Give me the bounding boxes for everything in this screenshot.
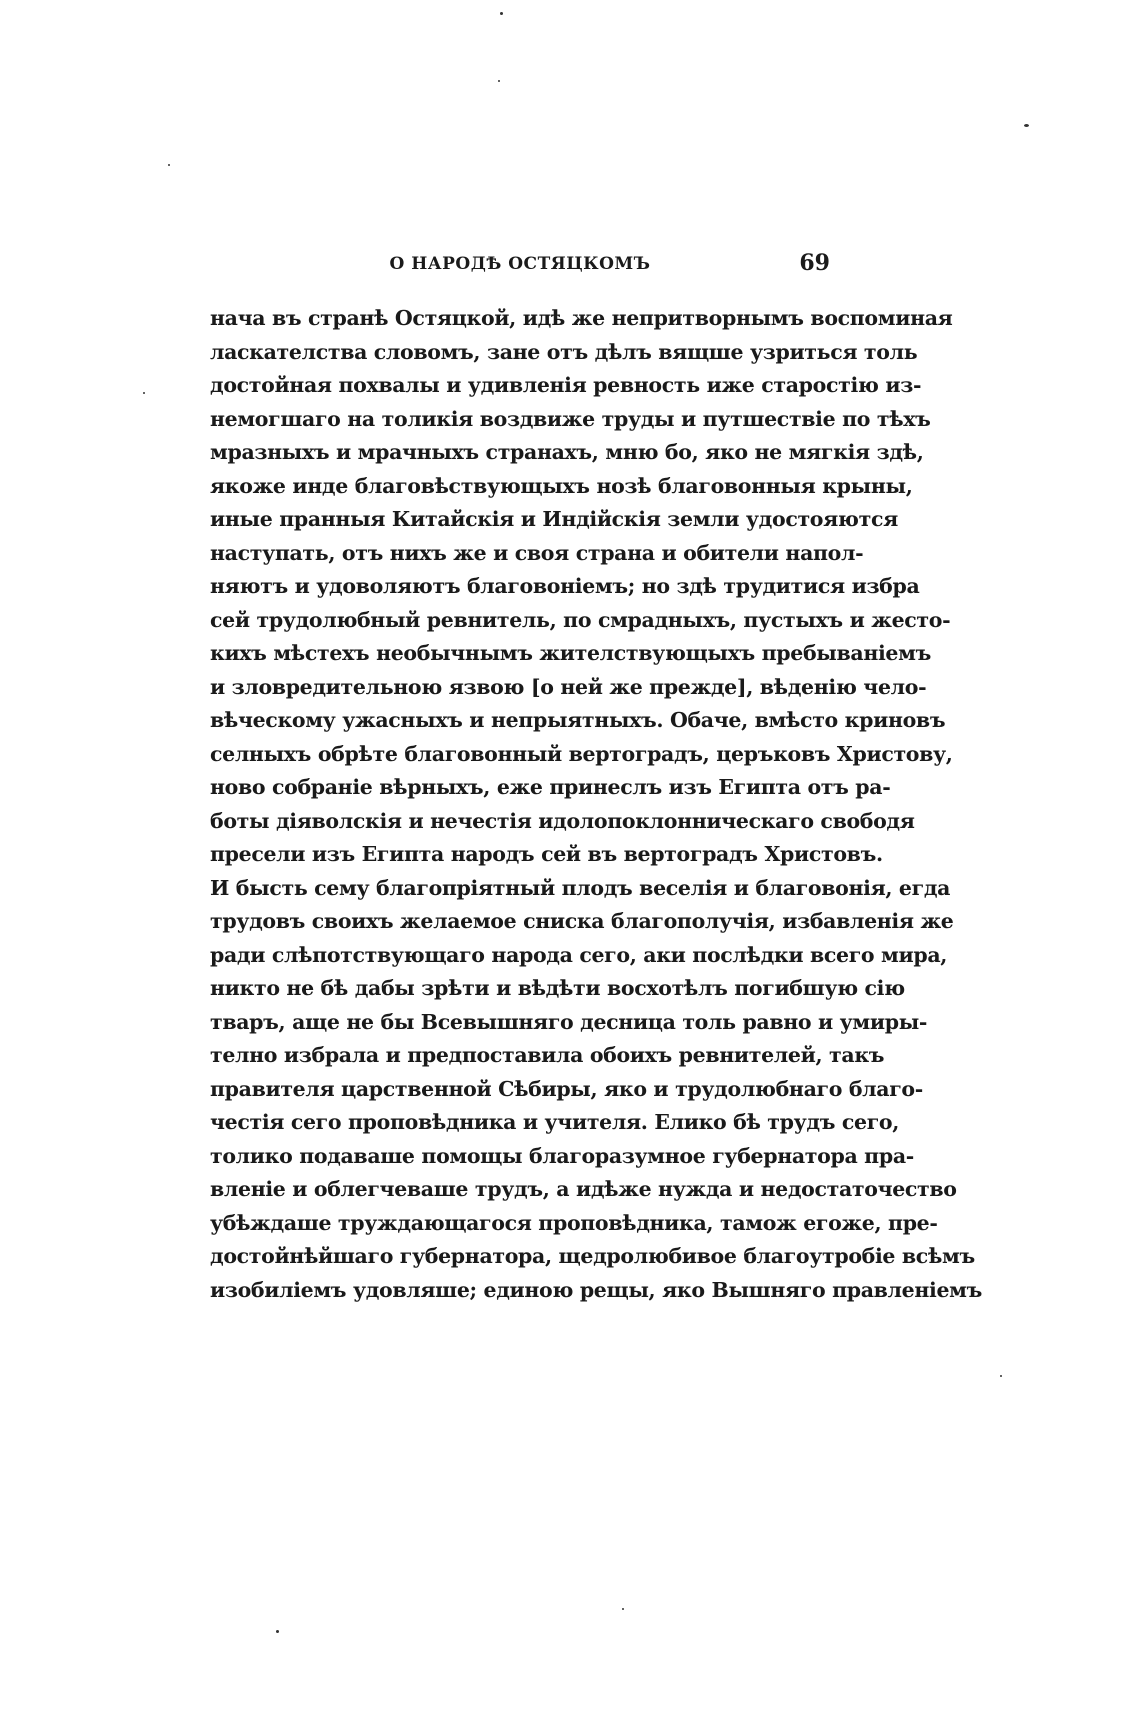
- scan-speck: [1000, 1375, 1002, 1377]
- scan-speck: [498, 80, 500, 82]
- text-line: иные пранныя Китайскія и Индійскія земли удостояются: [210, 507, 898, 531]
- scan-speck: [276, 1630, 279, 1633]
- text-line: трудовъ своихъ желаемое сниска благополучія, избавленія же: [210, 909, 954, 933]
- text-line: ради слѣпотствующаго народа сего, аки послѣдки всего мира,: [210, 942, 948, 967]
- text-line: изобиліемъ удовляше; единою рещы, яко Вышняго правленіемъ: [210, 1277, 982, 1302]
- scan-speck: [168, 164, 170, 166]
- text-line: наступать, отъ нихъ же и своя страна и обители напол-: [210, 540, 864, 565]
- text-line: достойнѣйшаго губернатора, щедролюбивое благоутробіе всѣмъ: [210, 1244, 975, 1268]
- text-line: ново собраніе вѣрныхъ, еже принеслъ изъ Египта отъ ра-: [210, 775, 891, 799]
- text-line: няютъ и удоволяютъ благовоніемъ; но здѣ трудитися избра: [210, 574, 920, 598]
- text-line: убѣждаше труждающагося проповѣдника, тамож егоже, пре-: [210, 1210, 938, 1235]
- text-line: немогшаго на толикія воздвиже труды и путшествіе по тѣхъ: [210, 406, 931, 431]
- running-title: О НАРОДѢ ОСТЯЦКОМЪ: [389, 254, 651, 274]
- text-line: честія сего проповѣдника и учителя. Елико бѣ трудъ сего,: [210, 1110, 900, 1134]
- scan-speck: [143, 392, 145, 394]
- text-line: и зловредительною язвою [о ней же прежде], вѣденію чело-: [210, 674, 927, 699]
- text-line: телно избрала и предпоставила обоихъ ревнителей, такъ: [210, 1043, 885, 1067]
- text-line: нача въ странѣ Остяцкой, идѣ же непритворнымъ воспоминая: [210, 306, 953, 330]
- text-line: якоже инде благовѣствующыхъ нозѣ благовонныя крыны,: [210, 473, 913, 498]
- text-line: вленіе и облегчеваше трудъ, а идѣже нужда и недостаточество: [210, 1177, 957, 1201]
- scan-speck: [1024, 124, 1029, 127]
- scan-speck: [622, 1608, 624, 1610]
- text-line: тваръ, аще не бы Всевышняго десница толь равно и умиры-: [210, 1009, 928, 1034]
- text-line: никто не бѣ дабы зрѣти и вѣдѣти восхотѣлъ погибшую сію: [210, 976, 905, 1000]
- text-line: достойная похвалы и удивленія ревность иже старостію из-: [210, 373, 922, 397]
- text-line: кихъ мѣстехъ необычнымъ жителствующыхъ пребываніемъ: [210, 641, 931, 665]
- text-line: сей трудолюбный ревнитель, по смрадныхъ, пустыхъ и жесто-: [210, 607, 951, 632]
- page-header: [210, 250, 830, 284]
- text-line: пресели изъ Египта народъ сей въ вертоградъ Христовъ.: [210, 842, 883, 866]
- page-number: 69: [799, 250, 830, 276]
- text-line: толико подаваше помощы благоразумное губернатора пра-: [210, 1143, 914, 1168]
- text-line: селныхъ обрѣте благовонный вертоградъ, церъковъ Христову,: [210, 741, 953, 766]
- text-line: боты діяволскія и нечестія идолопоклонническаго свободя: [210, 808, 915, 833]
- text-line: вѣческому ужасныхъ и непрыятныхъ. Обаче, вмѣсто криновъ: [210, 708, 946, 732]
- scan-speck: [500, 12, 503, 15]
- text-line: ласкателства словомъ, зане отъ дѣлъ вящше узриться толь: [210, 339, 918, 364]
- text-line: И бысть сему благопріятный плодъ веселія и благовонія, егда: [210, 875, 951, 900]
- body-text: [210, 302, 982, 1307]
- text-line: мразныхъ и мрачныхъ странахъ, мню бо, яко не мягкія здѣ,: [210, 440, 924, 464]
- text-line: правителя царственной Сѣбиры, яко и трудолюбнаго благо-: [210, 1076, 923, 1101]
